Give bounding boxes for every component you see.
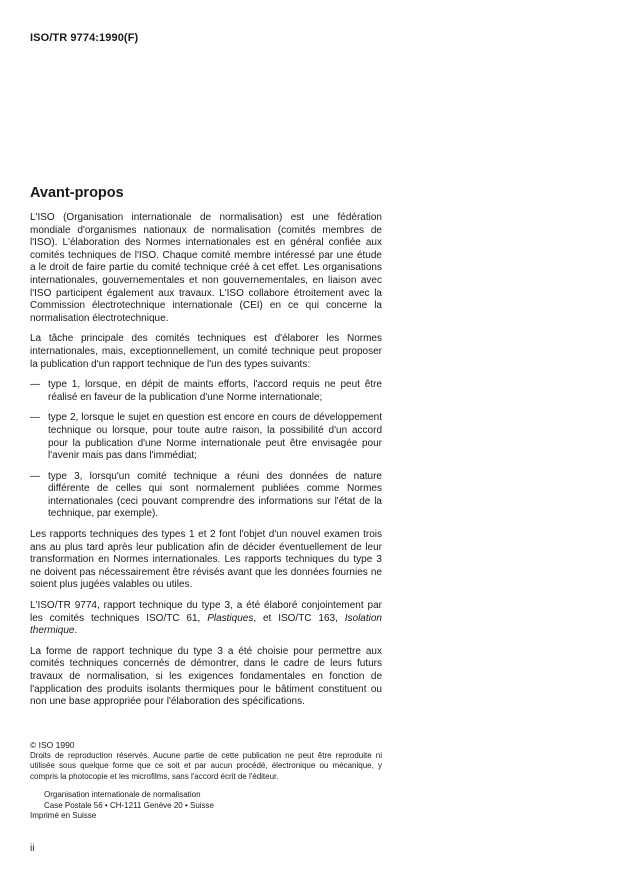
list-item-text: type 1, lorsque, en dépit de maints efforts, l'accord requis ne peut être réalisé en faveur de la publication d'une Norme internationale; xyxy=(48,379,382,403)
dash-bullet: — xyxy=(30,412,40,424)
dash-bullet: — xyxy=(30,379,40,391)
printed-in: Imprimé en Suisse xyxy=(30,811,97,820)
p4-text-2: , et ISO/TC 163, xyxy=(253,612,345,624)
document-reference: ISO/TR 9774:1990(F) xyxy=(30,32,139,44)
paragraph-iso-intro: L'ISO (Organisation internationale de normalisation) est une fédération mondiale d'organismes nationaux de normalisation (comités membres de l'ISO). L'élaboration des Normes internationales est en général confiée aux comités techniques de l'ISO. Chaque comité membre intéressé par une étude a le droit de faire partie du comité technique créé à cet effet. Les organisations internationales, gouvernementales et non gouvernementales, en liaison avec l'ISO participent également aux travaux. L'ISO collabore étroitement avec la Commission électrotechnique internationale (CEI) en ce qui concerne la normalisation électrotechnique. xyxy=(30,212,382,324)
list-item-text: type 2, lorsque le sujet en question est encore en cours de développement technique ou lorsque, pour toute autre raison, la possibilité d'un accord pour la publication d'une Norme internationale peut être envisagée pour l'avenir mais pas dans l'immédiat; xyxy=(48,412,382,462)
copyright-block xyxy=(30,740,382,822)
p4-text-3: . xyxy=(74,625,78,637)
p4-italic-plastiques: Plastiques xyxy=(207,612,254,624)
list-item xyxy=(30,412,382,462)
p4-text-1: L'ISO/TR 9774, rapport technique du type 3, a été élaboré conjointement par les comités techniques ISO/TC 61, xyxy=(30,600,382,624)
organisation-address: Case Postale 56 • CH-1211 Genève 20 • Suisse xyxy=(44,800,214,810)
p4-italic-isolation: Isolation thermique xyxy=(30,612,382,637)
section-title: Avant-propos xyxy=(30,185,124,201)
list-item-text: type 3, lorsqu'un comité technique a réuni des données de nature différente de celles qui sont normalement publiées comme Normes internationales (ceci pouvant comprendre des informations sur l'état de la technique, par exemple). xyxy=(48,470,382,520)
copyright-notice: © ISO 1990 xyxy=(30,740,75,750)
foreword-body xyxy=(30,212,382,717)
report-types-list xyxy=(30,379,382,521)
page-number: ii xyxy=(30,843,35,854)
paragraph-review: Les rapports techniques des types 1 et 2 font l'objet d'un nouvel examen trois ans au plus tard après leur publication afin de décider éventuellement de leur transformation en Normes internationales. Les rapports techniques du type 3 ne doivent pas nécessairement être révisés avant que les données fournies ne soient plus jugées valables ou utiles. xyxy=(30,529,382,591)
paragraph-technical-committees: La tâche principale des comités techniques est d'élaborer les Normes internationales, mais, exceptionnellement, un comité technique peut proposer la publication d'un rapport technique de l'un des types suivants: xyxy=(30,333,382,370)
list-item xyxy=(30,471,382,521)
list-item xyxy=(30,379,382,404)
dash-bullet: — xyxy=(30,470,40,482)
paragraph-iso-tr-9774 xyxy=(30,600,382,638)
reproduction-rights: Droits de reproduction réservés. Aucune partie de cette publication ne peut être reproduite ni utilisée sous quelque forme que ce soit et par aucun procédé, électronique ou mécanique, y compris la photocopie et les microfilms, sans l'accord écrit de l'éditeur. xyxy=(30,750,382,781)
organisation-name: Organisation internationale de normalisation xyxy=(44,790,201,799)
paragraph-type-3-choice: La forme de rapport technique du type 3 a été choisie pour permettre aux comités techniques concernés de démontrer, dans le cadre de leurs futurs travaux de normalisation, si les exigences fondamentales en fonction de l'application des produits isolants thermiques pour le bâtiment constituent ou non une base appropriée pour l'élaboration des spécifications. xyxy=(30,645,382,708)
